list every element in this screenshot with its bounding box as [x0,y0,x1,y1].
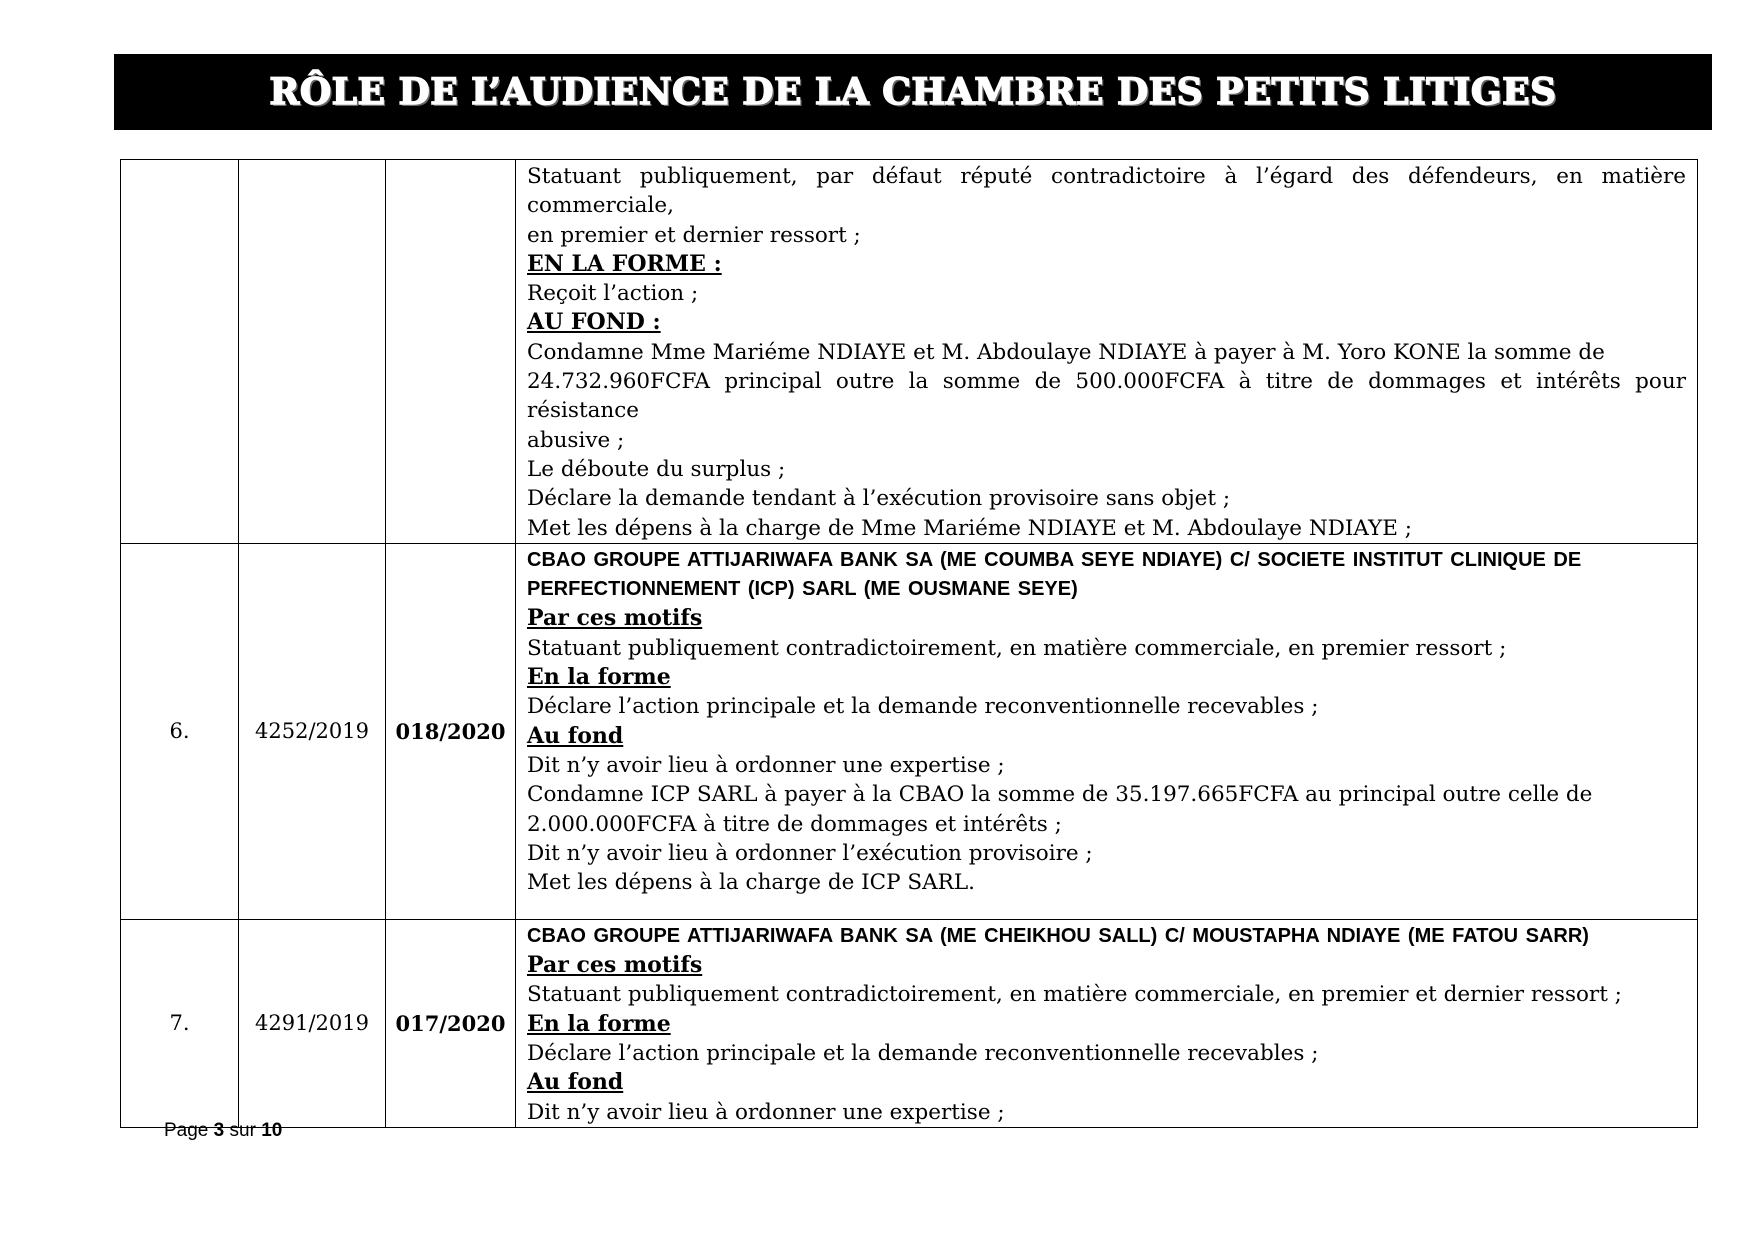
decision-line: Statuant publiquement, par défaut réputé contradictoire à l’égard des défendeurs, en matière commerciale, [527,164,1686,219]
rg-number-cell: 4291/2019 [239,919,386,1127]
case-number-cell: 7. [121,919,239,1127]
parties-line: CBAO GROUPE ATTIJARIWAFA BANK SA (ME COUMBA SEYE NDIAYE) C/ SOCIETE INSTITUT CLINIQUE DE [527,548,1582,571]
decision-cell [516,543,1698,919]
hearing-roll-table [120,159,1698,1128]
decision-line: Met les dépens à la charge de Mme Mariéme NDIAYE et M. Abdoulaye NDIAYE ; [527,515,1412,541]
table-row [121,543,1698,919]
judgment-number-cell: 017/2020 [386,919,516,1127]
section-heading: Par ces motifs [527,605,703,632]
decision-line: Dit n’y avoir lieu à ordonner une expertise ; [527,752,1005,778]
decision-line: Condamne Mme Mariéme NDIAYE et M. Abdoulaye NDIAYE à payer à M. Yoro KONE la somme de [527,339,1605,365]
decision-line: Condamne ICP SARL à payer à la CBAO la somme de 35.197.665FCFA au principal outre celle de [527,782,1593,808]
decision-line: Dit n’y avoir lieu à ordonner l’exécution provisoire ; [527,840,1093,866]
table-row [121,160,1698,544]
parties-line: PERFECTIONNEMENT (ICP) SARL (ME OUSMANE SEYE) [527,578,1078,601]
table-row [121,919,1698,1127]
section-heading: Au fond [527,1069,624,1096]
judgment-number-cell [386,160,516,544]
decision-line: en premier et dernier ressort ; [527,222,861,248]
decision-line: Reçoit l’action ; [527,281,699,307]
rg-number-cell: 4252/2019 [239,543,386,919]
decision-line: 24.732.960FCFA principal outre la somme de 500.000FCFA à titre de dommages et intérêts pour résistance [527,369,1686,424]
page-footer [164,1120,282,1142]
decision-line: Dit n’y avoir lieu à ordonner une expertise ; [527,1099,1005,1125]
page-title: RÔLE DE L’AUDIENCE DE LA CHAMBRE DES PETITS LITIGES [269,71,1557,113]
case-number-cell [121,160,239,544]
decision-line: Déclare l’action principale et la demande reconventionnelle recevables ; [527,1041,1319,1067]
judgment-number-cell: 018/2020 [386,543,516,919]
decision-line: Le déboute du surplus ; [527,456,786,482]
page-current: 3 [213,1120,225,1141]
section-heading: EN LA FORME : [527,250,722,277]
page-total: 10 [261,1120,283,1141]
section-heading: En la forme [527,664,671,691]
page-sep: sur [229,1120,256,1141]
decision-line: Met les dépens à la charge de ICP SARL. [527,870,975,896]
section-heading: En la forme [527,1010,671,1037]
case-number-cell: 6. [121,543,239,919]
decision-line: 2.000.000FCFA à titre de dommages et intérêts ; [527,811,1062,837]
decision-line: Statuant publiquement contradictoirement, en matière commerciale, en premier et dernier ressort ; [527,982,1622,1008]
decision-cell [516,919,1698,1127]
decision-line: Statuant publiquement contradictoirement, en matière commerciale, en premier ressort ; [527,635,1507,661]
decision-line: Déclare l’action principale et la demande reconventionnelle recevables ; [527,694,1319,720]
section-heading: Par ces motifs [527,952,703,979]
page-banner [114,54,1712,130]
parties-line: CBAO GROUPE ATTIJARIWAFA BANK SA (ME CHEIKHOU SALL) C/ MOUSTAPHA NDIAYE (ME FATOU SARR) [527,924,1589,947]
page-label: Page [164,1120,209,1141]
rg-number-cell [239,160,386,544]
decision-line: Déclare la demande tendant à l’exécution provisoire sans objet ; [527,486,1231,512]
section-heading: Au fond [527,722,624,749]
section-heading: AU FOND : [527,309,661,336]
decision-cell [516,160,1698,544]
decision-line: abusive ; [527,427,625,453]
